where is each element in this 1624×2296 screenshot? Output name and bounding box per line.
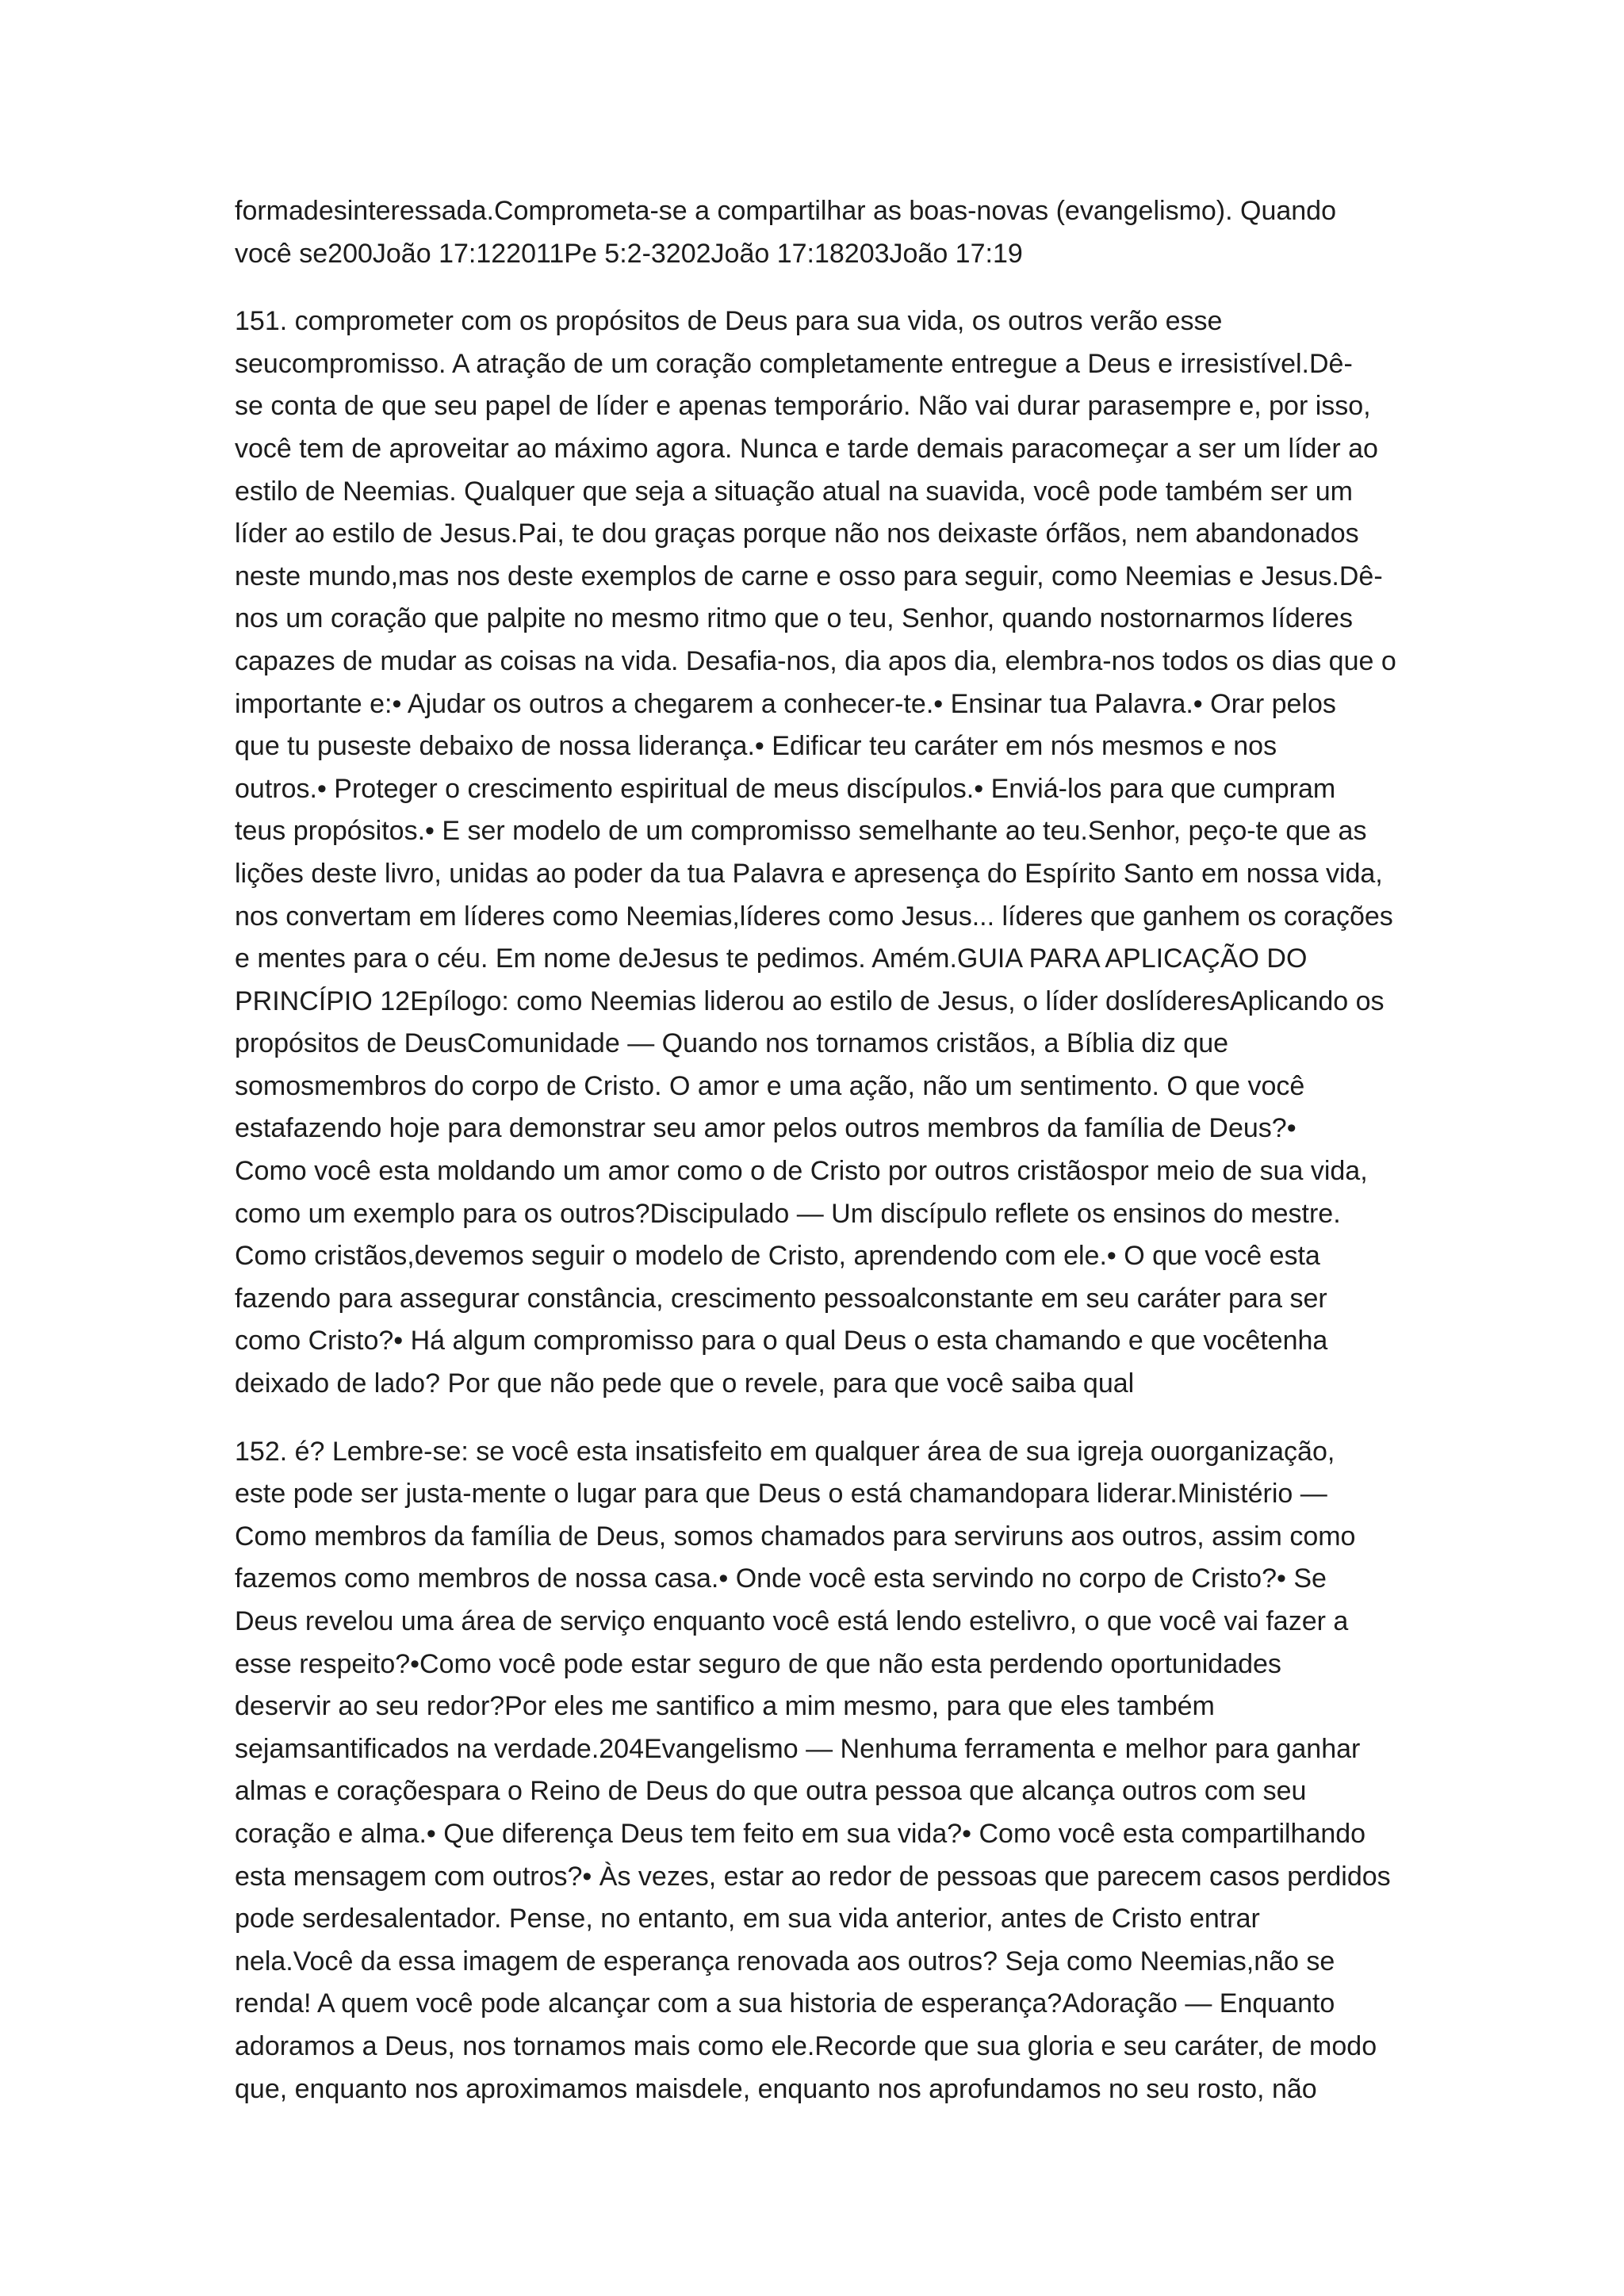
text-line: formadesinteressada.Comprometa-se a compartilhar as boas-novas (evangelismo). Quando	[235, 196, 1337, 226]
text-line: importante e:• Ajudar os outros a chegarem a conhecer-te.• Ensinar tua Palavra.• Orar pelos	[235, 688, 1336, 719]
text-line: estafazendo hoje para demonstrar seu amor pelos outros membros da família de Deus?•	[235, 1113, 1297, 1144]
text-line: lições deste livro, unidas ao poder da tua Palavra e apresença do Espírito Santo em nossa vida,	[235, 858, 1383, 889]
paragraph-gap	[235, 275, 1408, 300]
text-line: renda! A quem você pode alcançar com a sua historia de esperança?Adoração — Enquanto	[235, 1988, 1335, 2019]
text-line: nos convertam em líderes como Neemias,líderes como Jesus... líderes que ganhem os corações	[235, 901, 1393, 932]
text-line: líder ao estilo de Jesus.Pai, te dou graças porque não nos deixaste órfãos, nem abandonados	[235, 519, 1359, 549]
text-line: se conta de que seu papel de líder e apenas temporário. Não vai durar parasempre e, por isso,	[235, 391, 1371, 422]
text-line: outros.• Proteger o crescimento espiritual de meus discípulos.• Enviá-los para que cumpram	[235, 773, 1336, 804]
text-line: você se200João 17:122011Pe 5:2-3202João 17:18203João 17:19	[235, 238, 1023, 269]
text-line: e mentes para o céu. Em nome deJesus te pedimos. Amém.GUIA PARA APLICAÇÃO DO	[235, 943, 1308, 974]
text-line: deixado de lado? Por que não pede que o revele, para que você saiba qual	[235, 1368, 1135, 1399]
text-line: seucompromisso. A atração de um coração completamente entregue a Deus e irresistível.Dê-	[235, 348, 1353, 379]
text-line: Como cristãos,devemos seguir o modelo de Cristo, aprendendo com ele.• O que você esta	[235, 1241, 1320, 1272]
text-line: 151. comprometer com os propósitos de Deus para sua vida, os outros verão esse	[235, 306, 1223, 337]
text-line: 152. é? Lembre-se: se você esta insatisfeito em qualquer área de sua igreja ouorganização,	[235, 1436, 1335, 1467]
text-line: esse respeito?•Como você pode estar seguro de que não esta perdendo oportunidades	[235, 1648, 1281, 1679]
text-line: Como membros da família de Deus, somos chamados para serviruns aos outros, assim como	[235, 1521, 1356, 1552]
text-line: este pode ser justa-mente o lugar para que Deus o está chamandopara liderar.Ministério —	[235, 1479, 1327, 1510]
text-line: PRINCÍPIO 12Epílogo: como Neemias liderou ao estilo de Jesus, o líder doslíderesAplicando os	[235, 985, 1385, 1016]
document-page	[235, 190, 1408, 2110]
text-line: como um exemplo para os outros?Discipulado — Um discípulo reflete os ensinos do mestre.	[235, 1198, 1341, 1229]
text-line: fazemos como membros de nossa casa.• Onde você esta servindo no corpo de Cristo?• Se	[235, 1563, 1327, 1594]
text-line: adoramos a Deus, nos tornamos mais como ele.Recorde que sua gloria e seu caráter, de modo	[235, 2030, 1377, 2061]
text-line: esta mensagem com outros?• Às vezes, estar ao redor de pessoas que parecem casos perdidos	[235, 1861, 1391, 1892]
text-line: pode serdesalentador. Pense, no entanto, em sua vida anterior, antes de Cristo entrar	[235, 1904, 1260, 1934]
text-line: fazendo para assegurar constância, crescimento pessoalconstante em seu caráter para ser	[235, 1283, 1327, 1314]
text-line: capazes de mudar as coisas na vida. Desafia-nos, dia apos dia, elembra-nos todos os dias que o	[235, 645, 1396, 676]
text-line: propósitos de DeusComunidade — Quando nos tornamos cristãos, a Bíblia diz que	[235, 1028, 1229, 1059]
text-line: somosmembros do corpo de Cristo. O amor e uma ação, não um sentimento. O que você	[235, 1070, 1305, 1101]
paragraph	[235, 1431, 1408, 2111]
paragraph	[235, 190, 1408, 275]
text-line: Deus revelou uma área de serviço enquanto você está lendo estelivro, o que você vai fazer a	[235, 1606, 1349, 1636]
text-line: neste mundo,mas nos deste exemplos de carne e osso para seguir, como Neemias e Jesus.Dê-	[235, 561, 1383, 591]
text-line: como Cristo?• Há algum compromisso para o qual Deus o esta chamando e que vocêtenha	[235, 1326, 1328, 1357]
paragraph-gap	[235, 1406, 1408, 1431]
text-line: nos um coração que palpite no mesmo ritmo que o teu, Senhor, quando nostornarmos líderes	[235, 603, 1353, 634]
text-line: estilo de Neemias. Qualquer que seja a situação atual na suavida, você pode também ser um	[235, 476, 1353, 507]
text-line: sejamsantificados na verdade.204Evangelismo — Nenhuma ferramenta e melhor para ganhar	[235, 1733, 1361, 1764]
text-line: teus propósitos.• E ser modelo de um compromisso semelhante ao teu.Senhor, peço-te que as	[235, 816, 1367, 847]
text-line: você tem de aproveitar ao máximo agora. Nunca e tarde demais paracomeçar a ser um líder ao	[235, 433, 1378, 464]
text-line: coração e alma.• Que diferença Deus tem feito em sua vida?• Como você esta compartilhando	[235, 1818, 1366, 1849]
text-line: que, enquanto nos aproximamos maisdele, enquanto nos aprofundamos no seu rosto, não	[235, 2073, 1317, 2104]
paragraph	[235, 300, 1408, 1405]
text-line: que tu puseste debaixo de nossa liderança.• Edificar teu caráter em nós mesmos e nos	[235, 731, 1277, 762]
text-line: deservir ao seu redor?Por eles me santifico a mim mesmo, para que eles também	[235, 1691, 1215, 1722]
text-line: almas e coraçõespara o Reino de Deus do que outra pessoa que alcança outros com seu	[235, 1776, 1307, 1807]
text-line: nela.Você da essa imagem de esperança renovada aos outros? Seja como Neemias,não se	[235, 1946, 1335, 1976]
text-line: Como você esta moldando um amor como o de Cristo por outros cristãospor meio de sua vida,	[235, 1156, 1368, 1187]
